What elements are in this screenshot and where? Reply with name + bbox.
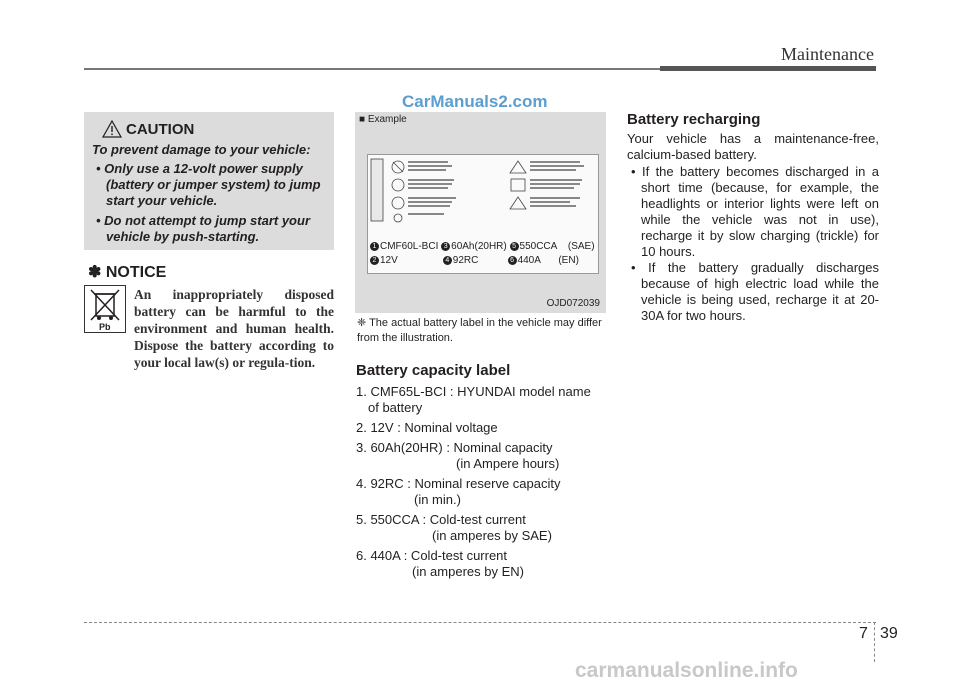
section-title: Maintenance	[781, 44, 874, 64]
capacity-item-main: 2. 12V : Nominal voltage	[356, 420, 498, 435]
caution-box	[84, 112, 334, 250]
bin-icon-text: Pb	[99, 322, 111, 332]
crossed-bin-icon	[84, 285, 126, 333]
caution-item: • Do not attempt to jump start your vehicle by push-starting.	[92, 213, 326, 245]
recharging-title: Battery recharging	[627, 111, 761, 128]
capacity-item	[356, 420, 611, 436]
label-number-6: 6	[508, 256, 517, 265]
notice-body: An inappropriately disposed battery can be harmful to the environment and human health. Dispose the battery according to your local law(s) or regula-tion.	[134, 287, 334, 370]
capacity-item-main: 1. CMF65L-BCI : HYUNDAI model name	[356, 384, 591, 399]
watermark-bottom[interactable]: carmanualsonline.info	[575, 659, 798, 682]
page-number-separator	[874, 622, 875, 662]
battery-label-illustration	[367, 154, 599, 274]
recharging-list	[627, 164, 879, 324]
capacity-item	[356, 548, 611, 580]
header-rule	[84, 68, 660, 70]
capacity-item	[356, 384, 611, 416]
capacity-item	[356, 512, 611, 544]
label-model: CMF60L-BCI	[380, 241, 439, 252]
label-number-4: 4	[443, 256, 452, 265]
label-sae: (SAE)	[567, 241, 595, 252]
capacity-item	[356, 476, 611, 508]
capacity-item-sub: of battery	[368, 400, 423, 415]
capacity-item-main: 3. 60Ah(20HR) : Nominal capacity	[356, 440, 553, 455]
label-cca: 550CCA	[519, 241, 557, 252]
figure-code: OJD072039	[546, 298, 600, 309]
caution-header	[102, 120, 326, 138]
capacity-item-sub: (in Ampere hours)	[456, 456, 560, 471]
battery-label-row-1	[370, 241, 595, 252]
recharging-item: • If the battery gradually discharges because of high electric load while the vehicle is being used, recharge it at 20-30A for two hours.	[627, 260, 879, 324]
capacity-item-sub: (in min.)	[414, 492, 461, 507]
footer-rule	[84, 622, 876, 623]
chapter-number: 7	[859, 625, 868, 642]
capacity-item-main: 6. 440A : Cold-test current	[356, 548, 508, 563]
capacity-list	[356, 384, 611, 580]
battery-label-pictograms	[368, 155, 596, 225]
figure-tag: ■ Example	[359, 114, 407, 125]
caution-list	[92, 161, 326, 245]
recharging-item: • If the battery becomes discharged in a short time (because, for example, the headlights or interior lights were left on while the vehicle was not in use), recharge it by slow charging (trickle) for 10 hours.	[627, 164, 879, 260]
label-number-1: 1	[370, 242, 379, 251]
capacity-item-main: 4. 92RC : Nominal reserve capacity	[356, 476, 561, 491]
label-en: (EN)	[558, 255, 579, 266]
label-number-2: 2	[370, 256, 379, 265]
caution-item: • Only use a 12-volt power supply (battery or jumper system) to jump start your vehicle.	[92, 161, 326, 209]
battery-label-figure	[355, 112, 606, 313]
figure-note: ❈ The actual battery label in the vehicle may differ from the illustration.	[357, 317, 602, 344]
header-rule-accent	[660, 66, 876, 71]
watermark-top[interactable]: CarManuals2.com	[402, 92, 548, 111]
label-number-3: 3	[441, 242, 450, 251]
label-number-5: 5	[510, 242, 519, 251]
recharging-intro: Your vehicle has a maintenance-free, calcium-based battery.	[627, 131, 879, 162]
capacity-item-sub: (in amperes by EN)	[412, 564, 524, 579]
label-voltage: 12V	[380, 255, 398, 266]
label-capacity: 60Ah(20HR)	[451, 241, 507, 252]
label-reserve: 92RC	[452, 255, 479, 266]
capacity-item-sub: (in amperes by SAE)	[432, 528, 552, 543]
warning-triangle-icon	[102, 120, 122, 138]
capacity-item	[356, 440, 611, 472]
capacity-title: Battery capacity label	[356, 362, 511, 379]
page-number: 39	[880, 625, 898, 642]
capacity-item-main: 5. 550CCA : Cold-test current	[356, 512, 526, 527]
label-en-current: 440A	[517, 255, 541, 266]
battery-label-row-2	[370, 255, 579, 266]
caution-title: CAUTION	[126, 120, 195, 138]
caution-intro: To prevent damage to your vehicle:	[92, 142, 311, 157]
notice-title: ✽ NOTICE	[88, 264, 167, 281]
